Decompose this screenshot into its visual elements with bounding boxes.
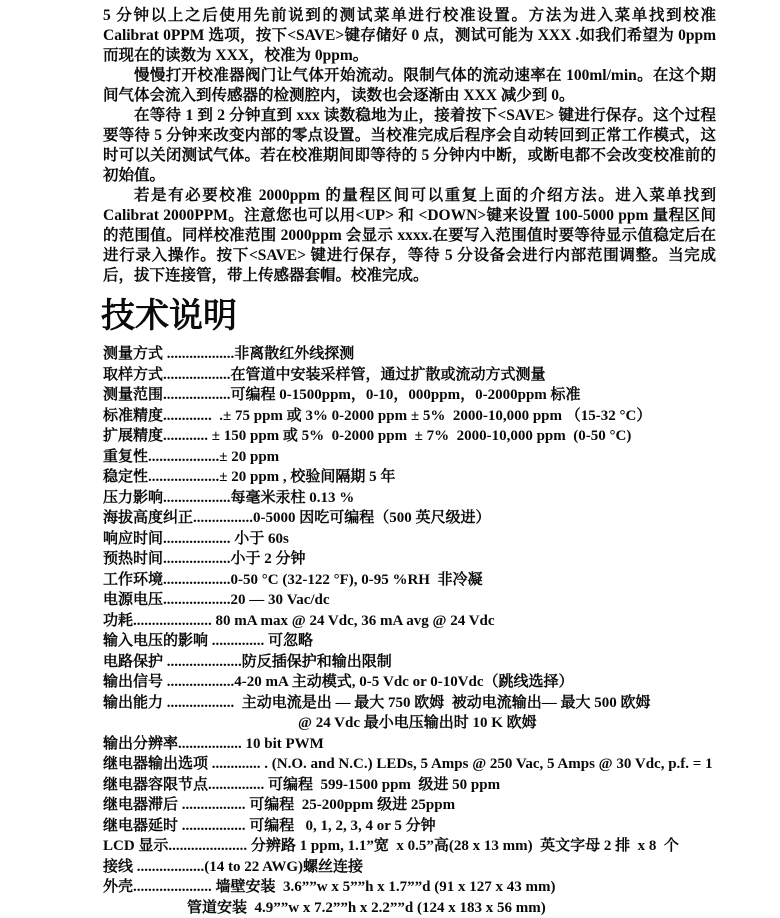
spec-line: 输出能力 .................. 主动电流是出 — 最大 750 欧姆 被动电流输出— 最大 500 欧姆 <box>103 693 716 714</box>
spec-line: 电路保护 ....................防反插保护和输出限制 <box>103 652 716 673</box>
section-title: 技术说明 <box>101 297 716 337</box>
spec-line: 继电器滞后 ................. 可编程 25-200ppm 级进 25ppm <box>103 795 716 816</box>
spec-line: 海拔高度纠正................0-5000 因吃可编程（500 英尺级进） <box>103 508 716 529</box>
spec-line: 接线 ..................(14 to 22 AWG)螺丝连接 <box>103 857 716 878</box>
spec-line: 测量范围..................可编程 0-1500ppm，0-10，000ppm，0-2000ppm 标准 <box>103 385 716 406</box>
spec-line: 取样方式..................在管道中安装采样管，通过扩散或流动方式测量 <box>103 365 716 386</box>
spec-line: 电源电压..................20 — 30 Vac/dc <box>103 590 716 611</box>
spec-line: LCD 显示..................... 分辨路 1 ppm, 1.1”宽 x 0.5”高(28 x 13 mm) 英文字母 2 排 x 8 个 <box>103 836 716 857</box>
paragraph: 在等待 1 到 2 分钟直到 xxx 读数稳地为止，接着按下<SAVE> 键进行保存。这个过程要等待 5 分钟来改变内部的零点设置。当校准完成后程序会自动转回到正常工作模式，这时可以关闭测试气体。若在校准期间即等待的 5 分钟内中断，或断电都不会改变校准前的初始值。 <box>103 106 716 186</box>
spec-line: 测量方式 ..................非离散红外线探测 <box>103 344 716 365</box>
spec-line: 输入电压的影响 .............. 可忽略 <box>103 631 716 652</box>
spec-line: 输出信号 ..................4-20 mA 主动模式, 0-5 Vdc or 0-10Vdc（跳线选择） <box>103 672 716 693</box>
paragraph: 若是有必要校准 2000ppm 的量程区间可以重复上面的介绍方法。进入菜单找到 Calibrat 2000PPM。注意您也可以用<UP> 和 <DOWN>键来设置 100-5000 ppm 量程区间的范围值。同样校准范围 2000ppm 会显示 xxxx.在要写入范围值时要等待显示值稳定后在进行录入操作。按下<SAVE> 键进行保存，等待 5 分设备会进行内部范围调整。当完成后，拔下连接管，带上传感器套帽。校准完成。 <box>103 186 716 286</box>
spec-line: 功耗..................... 80 mA max @ 24 Vdc, 36 mA avg @ 24 Vdc <box>103 611 716 632</box>
spec-line: 继电器延时 ................. 可编程 0, 1, 2, 3, 4 or 5 分钟 <box>103 816 716 837</box>
spec-line: 继电器输出选项 ............. . (N.O. and N.C.) LEDs, 5 Amps @ 250 Vac, 5 Amps @ 30 Vdc, p.f. = 1 <box>103 754 716 775</box>
spec-line: 重复性...................± 20 ppm <box>103 447 716 468</box>
spec-line: 压力影响..................每毫米汞柱 0.13 % <box>103 488 716 509</box>
intro-paragraphs <box>103 6 716 286</box>
spec-line: 稳定性...................± 20 ppm , 校验间隔期 5 年 <box>103 467 716 488</box>
spec-line: 预热时间..................小于 2 分钟 <box>103 549 716 570</box>
spec-line: 标准精度............. .± 75 ppm 或 3% 0-2000 ppm ± 5% 2000-10,000 ppm （15-32 °C） <box>103 406 716 427</box>
spec-line: 输出分辨率................. 10 bit PWM <box>103 734 716 755</box>
spec-line: 外壳..................... 墙壁安装 3.6””w x 5””h x 1.7””d (91 x 127 x 43 mm) <box>103 877 716 898</box>
paragraph: 慢慢打开校准器阀门让气体开始流动。限制气体的流动速率在 100ml/min。在这个期间气体会流入到传感器的检测腔内，读数也会逐渐由 XXX 减少到 0。 <box>103 66 716 106</box>
spec-line: 继电器容限节点............... 可编程 599-1500 ppm 级进 50 ppm <box>103 775 716 796</box>
spec-line: 工作环境..................0-50 °C (32-122 °F), 0-95 %RH 非冷凝 <box>103 570 716 591</box>
spec-line: 响应时间.................. 小于 60s <box>103 529 716 550</box>
spec-list <box>103 344 716 918</box>
paragraph: 5 分钟以上之后使用先前说到的测试菜单进行校准设置。方法为进入菜单找到校准 Calibrat 0PPM 选项，按下<SAVE>键存储好 0 点，测试可能为 XXX .如我们希望为 0ppm 而现在的读数为 XXX，校准为 0ppm。 <box>103 6 716 66</box>
spec-continuation-line: @ 24 Vdc 最小电压输出时 10 K 欧姆 <box>103 713 716 734</box>
spec-line: 扩展精度............ ± 150 ppm 或 5% 0-2000 ppm ± 7% 2000-10,000 ppm (0-50 °C) <box>103 426 716 447</box>
spec-continuation-line: 管道安装 4.9””w x 7.2””h x 2.2””d (124 x 183 x 56 mm) <box>103 898 716 918</box>
